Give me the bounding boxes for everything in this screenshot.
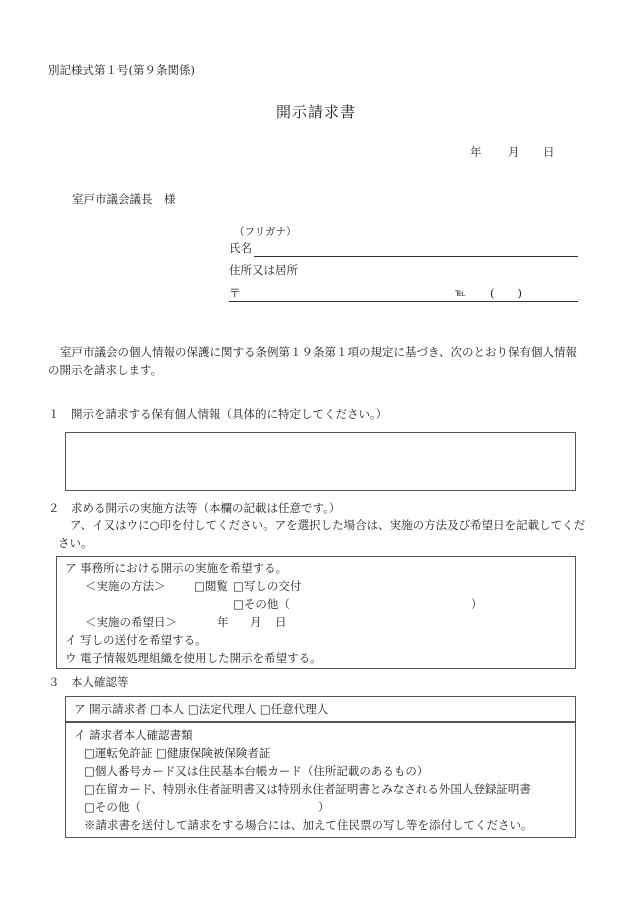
identity-documents-box bbox=[65, 722, 576, 838]
doc-license-insurance[interactable]: □運転免許証 □健康保険被保険者証 bbox=[84, 746, 271, 760]
requester-type-box bbox=[65, 696, 576, 722]
address-field-line[interactable] bbox=[229, 301, 578, 302]
date-day-label: 日 bbox=[543, 145, 555, 159]
option-a-office-disclosure[interactable]: ア 事務所における開示の実施を希望する。 bbox=[65, 561, 288, 575]
section2-heading: ２ 求める開示の実施方法等（本欄の記載は任意です。） bbox=[48, 501, 341, 515]
date-year-label: 年 bbox=[470, 145, 482, 159]
section2-note: ア、イ又はウに○印を付してください。アを選択した場合は、実施の方法及び希望日を記載してください。 bbox=[58, 518, 586, 551]
postal-mark: 〒 bbox=[229, 286, 241, 300]
furigana-label: （フリガナ） bbox=[234, 226, 297, 238]
tel-parens: ( ) bbox=[490, 286, 522, 300]
desired-date-label: ＜実施の希望日＞ bbox=[85, 615, 177, 629]
name-label: 氏名 bbox=[229, 241, 252, 255]
form-number: 別記様式第１号(第９条関係) bbox=[48, 63, 195, 77]
desired-year: 年 bbox=[217, 615, 229, 629]
section1-heading: １ 開示を請求する保有個人情報（具体的に特定してください。） bbox=[48, 407, 388, 421]
requested-info-box[interactable] bbox=[65, 432, 576, 491]
requester-type-options[interactable]: ア 開示請求者 □本人 □法定代理人 □任意代理人 bbox=[74, 702, 329, 716]
other-method-close: ） bbox=[471, 597, 483, 611]
desired-day: 日 bbox=[275, 615, 287, 629]
page-title: 開示請求書 bbox=[276, 103, 357, 121]
doc-mynumber-card[interactable]: □個人番号カード又は住民基本台帳カード（住所記載のあるもの） bbox=[84, 764, 429, 778]
doc-other[interactable]: □その他（ bbox=[84, 800, 141, 814]
date-month-label: 月 bbox=[508, 145, 520, 159]
tel-label: ℡ bbox=[455, 288, 466, 299]
checkbox-other-method[interactable]: □その他（ bbox=[233, 597, 290, 611]
checkbox-view[interactable]: □閲覧 bbox=[194, 579, 228, 593]
option-u-electronic[interactable]: ウ 電子情報処理組織を使用した開示を希望する。 bbox=[65, 651, 322, 665]
section3-heading: ３ 本人確認等 bbox=[48, 675, 129, 689]
disclosure-method-box bbox=[56, 556, 576, 669]
doc-residence-card[interactable]: □在留カード、特別永住者証明書又は特別永住者証明書とみなされる外国人登録証明書 bbox=[84, 782, 531, 796]
mail-note: ※請求書を送付して請求をする場合には、加えて住民票の写し等を添付してください。 bbox=[84, 818, 533, 832]
addressee: 室戸市議会議長 様 bbox=[72, 192, 176, 206]
identity-documents-heading: イ 請求者本人確認書類 bbox=[74, 728, 193, 742]
doc-other-close: ） bbox=[318, 800, 330, 814]
option-i-copy-mail[interactable]: イ 写しの送付を希望する。 bbox=[65, 633, 207, 647]
intro-paragraph: 室戸市議会の個人情報の保護に関する条例第１９条第１項の規定に基づき、次のとおり保有個人情報の開示を請求します。 bbox=[48, 345, 578, 378]
checkbox-copy-delivery[interactable]: □写しの交付 bbox=[233, 579, 302, 593]
method-label: ＜実施の方法＞ bbox=[85, 579, 166, 593]
name-field-line[interactable] bbox=[254, 256, 578, 257]
address-label: 住所又は居所 bbox=[229, 263, 298, 277]
desired-month: 月 bbox=[250, 615, 262, 629]
